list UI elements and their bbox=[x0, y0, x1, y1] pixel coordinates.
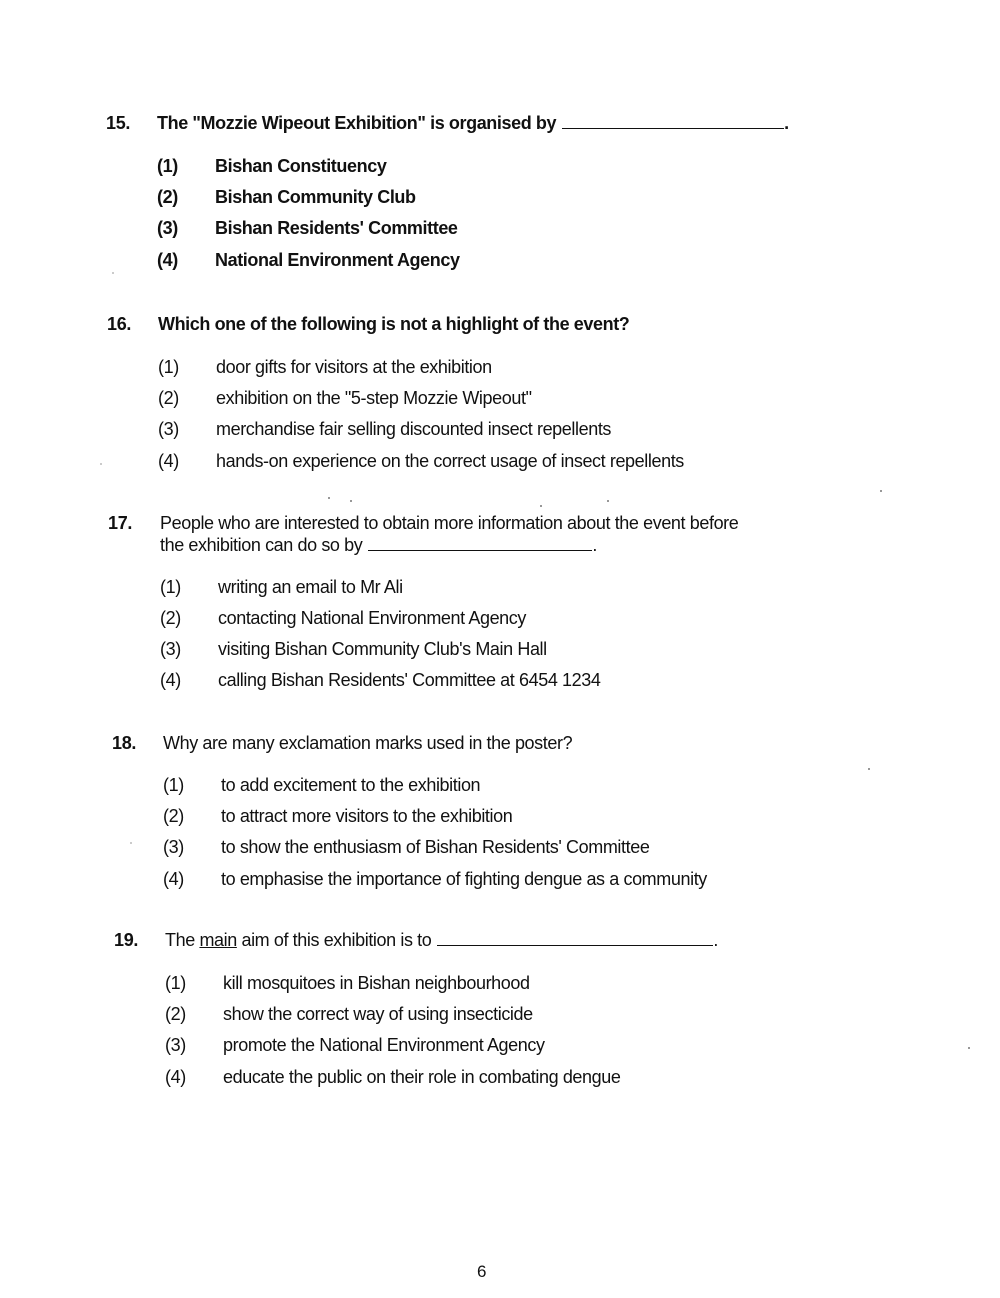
option-text: show the correct way of using insecticide bbox=[223, 1004, 533, 1024]
stem-emphasis: not bbox=[400, 314, 427, 334]
answer-blank bbox=[562, 112, 784, 129]
option-number: (2) bbox=[160, 608, 181, 628]
scan-speck bbox=[540, 505, 542, 507]
question-number: 16. bbox=[107, 314, 132, 334]
question-stem bbox=[160, 512, 738, 556]
option-text: visiting Bishan Community Club's Main Hall bbox=[218, 639, 547, 659]
option-number: (1) bbox=[163, 775, 184, 795]
option-number: (3) bbox=[157, 218, 178, 238]
option-text: kill mosquitoes in Bishan neighbourhood bbox=[223, 973, 530, 993]
option-number: (1) bbox=[157, 156, 178, 176]
option-number: (4) bbox=[165, 1067, 186, 1087]
question-stem bbox=[163, 732, 572, 754]
option-number: (2) bbox=[157, 187, 178, 207]
option-number: (2) bbox=[158, 388, 179, 408]
page-number: 6 bbox=[477, 1262, 487, 1281]
question-number: 17. bbox=[108, 513, 133, 533]
option-text: to emphasise the importance of fighting dengue as a community bbox=[221, 869, 707, 889]
option-text: exhibition on the "5-step Mozzie Wipeout" bbox=[216, 388, 532, 408]
option-text: calling Bishan Residents' Committee at 6454 1234 bbox=[218, 670, 601, 690]
question-stem bbox=[157, 112, 789, 134]
question-stem bbox=[158, 313, 629, 335]
question-number: 19. bbox=[114, 930, 139, 950]
option-text: merchandise fair selling discounted insect repellents bbox=[216, 419, 612, 439]
scan-speck bbox=[328, 497, 330, 499]
scan-speck bbox=[880, 490, 882, 492]
scan-speck bbox=[968, 1047, 970, 1049]
option-number: (4) bbox=[163, 869, 184, 889]
option-text: contacting National Environment Agency bbox=[218, 608, 526, 628]
option-text: educate the public on their role in combating dengue bbox=[223, 1067, 621, 1087]
option-number: (4) bbox=[160, 670, 181, 690]
scan-speck bbox=[607, 500, 609, 502]
scan-speck bbox=[130, 842, 132, 844]
question-stem bbox=[165, 929, 718, 951]
question-number: 18. bbox=[112, 733, 137, 753]
scan-speck bbox=[100, 463, 102, 465]
option-number: (3) bbox=[163, 837, 184, 857]
stem-end: . bbox=[784, 113, 789, 133]
answer-blank bbox=[437, 929, 713, 946]
stem-text: aim of this exhibition is to bbox=[241, 930, 432, 950]
option-number: (1) bbox=[160, 577, 181, 597]
stem-line-2 bbox=[160, 534, 738, 556]
stem-text: the exhibition can do so by bbox=[160, 535, 363, 555]
option-text: to show the enthusiasm of Bishan Residents' Committee bbox=[221, 837, 650, 857]
option-text: promote the National Environment Agency bbox=[223, 1035, 545, 1055]
option-text: hands-on experience on the correct usage of insect repellents bbox=[216, 451, 684, 471]
option-number: (1) bbox=[165, 973, 186, 993]
stem-text: Why are many exclamation marks used in the poster? bbox=[163, 733, 573, 753]
option-text: to add excitement to the exhibition bbox=[221, 775, 481, 795]
option-number: (4) bbox=[157, 250, 178, 270]
option-number: (3) bbox=[158, 419, 179, 439]
stem-line-1: People who are interested to obtain more information about the event before bbox=[160, 513, 739, 533]
stem-text: The bbox=[165, 930, 195, 950]
option-number: (3) bbox=[165, 1035, 186, 1055]
scan-speck bbox=[112, 272, 114, 274]
option-number: (4) bbox=[158, 451, 179, 471]
stem-end: . bbox=[592, 535, 597, 555]
option-text: National Environment Agency bbox=[215, 250, 460, 270]
stem-text: The "Mozzie Wipeout Exhibition" is organised by bbox=[157, 113, 557, 133]
option-text: door gifts for visitors at the exhibition bbox=[216, 357, 492, 377]
stem-text: a highlight of the event? bbox=[431, 314, 630, 334]
option-number: (2) bbox=[163, 806, 184, 826]
scan-speck bbox=[868, 768, 870, 770]
stem-text: Which one of the following is bbox=[158, 314, 396, 334]
option-number: (1) bbox=[158, 357, 179, 377]
option-number: (3) bbox=[160, 639, 181, 659]
option-text: Bishan Constituency bbox=[215, 156, 387, 176]
option-number: (2) bbox=[165, 1004, 186, 1024]
option-text: writing an email to Mr Ali bbox=[218, 577, 403, 597]
scan-speck bbox=[350, 500, 352, 502]
stem-emphasis: main bbox=[199, 930, 237, 950]
option-text: Bishan Community Club bbox=[215, 187, 416, 207]
stem-end: . bbox=[713, 930, 718, 950]
question-number: 15. bbox=[106, 113, 131, 133]
option-text: Bishan Residents' Committee bbox=[215, 218, 458, 238]
option-text: to attract more visitors to the exhibition bbox=[221, 806, 513, 826]
answer-blank bbox=[368, 534, 592, 551]
